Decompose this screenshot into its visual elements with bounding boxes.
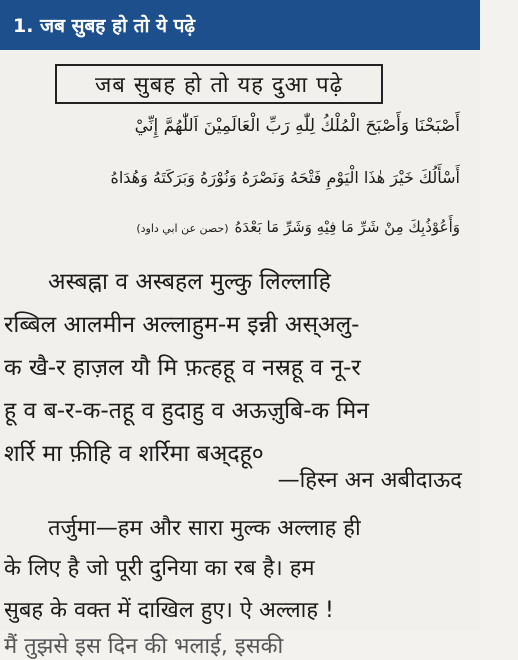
translation-line-3: सुबह के वक्त में दाखिल हुए। ऐ अल्लाह ! (4, 598, 334, 623)
dua-title-box (55, 64, 383, 104)
transliteration-line-4: हू व ब-र-क-तहू व हुदाहु व अऊज़ुबि-क मिन (4, 398, 369, 424)
source-reference: —हिस्न अन अबीदाऊद (277, 468, 462, 493)
app-header (0, 0, 480, 50)
arabic-line-2: أَسْأَلُكَ خَيْرَ هٰذَا الْيَوْمِ فَتْحَهُ وَنَصْرَهُ وَنُوْرَهُ وَبَرَكَتَهُ وَهُدَاهُ (110, 168, 460, 187)
page-title: 1. जब सुबह हो तो ये पढ़े (13, 15, 196, 37)
scanned-page (0, 50, 480, 659)
translation-line-2: के लिए है जो पूरी दुनिया का रब है। हम (4, 556, 315, 581)
translation-line-1: तर्जुमा—हम और सारा मुल्क अल्लाह ही (48, 516, 361, 541)
transliteration-line-5: शर्रि मा फ़ीहि व शर्रिमा बअ्दहू० (4, 441, 264, 467)
arabic-line-3-text: وَأَعُوْذُبِكَ مِنْ شَرِّ مَا فِيْهِ وَشَرِّ مَا بَعْدَهُ (234, 218, 460, 236)
translation-line-4: मैं तुझसे इस दिन की भलाई, इसकी (4, 634, 284, 659)
transliteration-line-3: क खै-र हाज़ल यौ मि फ़त्हहू व नस्रहू व नू-र (4, 355, 361, 381)
arabic-reference: (حصن عن ابي داود) (136, 222, 229, 235)
transliteration-line-1: अस्बह्ना व अस्बहल मुल्कु लिल्लाहि (48, 269, 331, 295)
arabic-line-3 (40, 218, 460, 236)
dua-title: जब सुबह हो तो यह दुआ पढ़े (94, 73, 344, 98)
arabic-line-1: أَصْبَحْنَا وَأَصْبَحَ الْمُلْكُ لِلّٰهِ رَبِّ الْعَالَمِيْنَ اَللّٰهُمَّ إِنِّيْ (134, 116, 460, 136)
transliteration-line-2: रब्बिल आलमीन अल्लाहुम-म इन्नी अस्अलु- (4, 312, 360, 338)
